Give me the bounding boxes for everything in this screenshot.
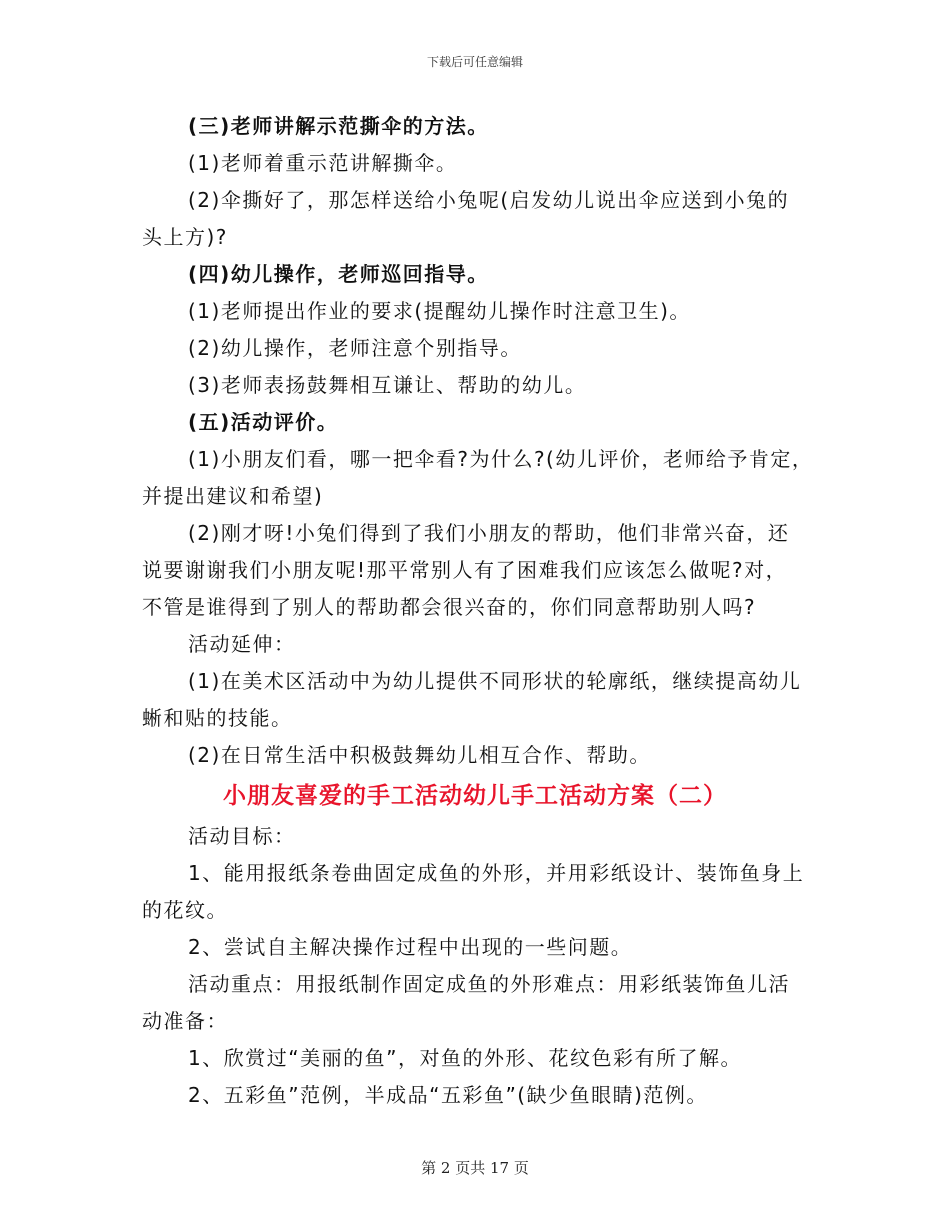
paragraph-line: 并提出建议和希望) (142, 484, 324, 508)
paragraph-line: (1)老师提出作业的要求(提醒幼儿操作时注意卫生)。 (188, 299, 691, 323)
paragraph-line: (1)小朋友们看，哪一把伞看?为什么?(幼儿评价，老师给予肯定， (188, 447, 814, 471)
article-title: 小朋友喜爱的手工活动幼儿手工活动方案（二） (223, 783, 727, 809)
paragraph-line: 1、欣赏过“美丽的鱼”，对鱼的外形、花纹色彩有所了解。 (188, 1046, 742, 1070)
paragraph-line: (1)老师着重示范讲解撕伞。 (188, 151, 458, 175)
paragraph-line: 头上方)? (142, 225, 228, 249)
paragraph-line: 不管是谁得到了别人的帮助都会很兴奋的，你们同意帮助别人吗? (142, 595, 757, 619)
paragraph-line: 2、五彩鱼”范例，半成品“五彩鱼”(缺少鱼眼睛)范例。 (188, 1083, 708, 1107)
paragraph-line: (3)老师表扬鼓舞相互谦让、帮助的幼儿。 (188, 373, 587, 397)
paragraph-line: 动准备： (142, 1009, 228, 1033)
paragraph-line: 的花纹。 (142, 898, 228, 922)
paragraph-line: (2)刚才呀!小兔们得到了我们小朋友的帮助，他们非常兴奋，还 (188, 521, 790, 545)
paragraph-line: 蜥和贴的技能。 (142, 706, 293, 730)
paragraph-line: 活动延伸： (188, 632, 296, 656)
paragraph-line: 说要谢谢我们小朋友呢!那平常别人有了困难我们应该怎么做呢?对， (142, 558, 788, 582)
paragraph-line: 活动目标： (188, 824, 296, 848)
page-header: 下载后可任意编辑 (426, 55, 523, 69)
paragraph-line: (2)幼儿操作，老师注意个别指导。 (188, 336, 522, 360)
paragraph-line: (2)在日常生活中积极鼓舞幼儿相互合作、帮助。 (188, 743, 651, 767)
section-heading-5: (五)活动评价。 (188, 410, 339, 434)
section-heading-4: (四)幼儿操作，老师巡回指导。 (188, 262, 489, 286)
paragraph-line: 2、尝试自主解决操作过程中出现的一些问题。 (188, 935, 633, 959)
section-heading-3: (三)老师讲解示范撕伞的方法。 (188, 114, 489, 138)
paragraph-line: (2)伞撕好了，那怎样送给小兔呢(启发幼儿说出伞应送到小兔的 (188, 188, 790, 212)
page-footer: 第 2 页共 17 页 (421, 1159, 529, 1177)
paragraph-line: 活动重点：用报纸制作固定成鱼的外形难点：用彩纸装饰鱼儿活 (188, 972, 790, 996)
paragraph-line: 1、能用报纸条卷曲固定成鱼的外形，并用彩纸设计、装饰鱼身上 (188, 861, 805, 885)
paragraph-line: (1)在美术区活动中为幼儿提供不同形状的轮廓纸，继续提高幼儿 (188, 669, 802, 693)
